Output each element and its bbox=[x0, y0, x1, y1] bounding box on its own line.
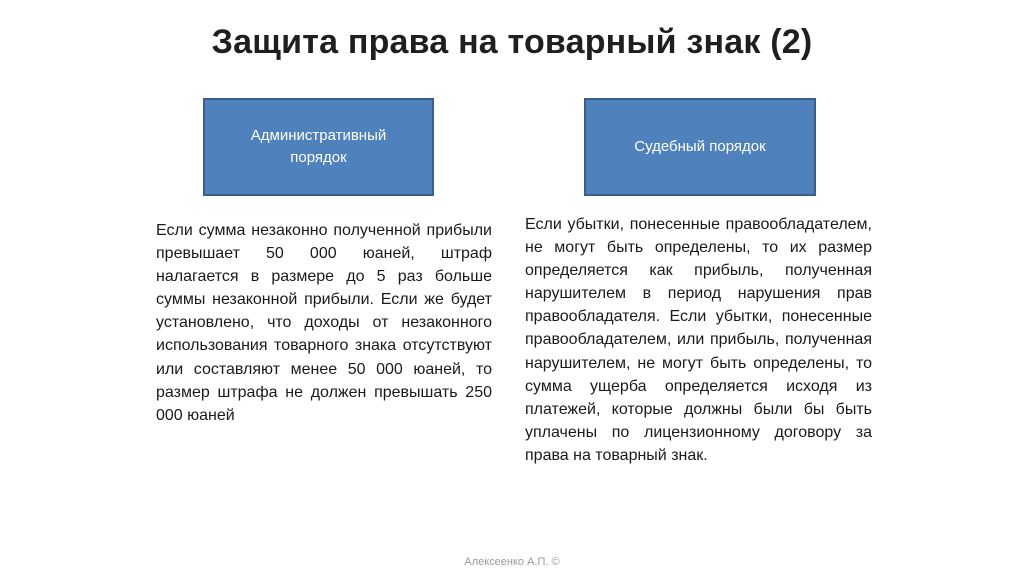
slide-title: Защита права на товарный знак (2) bbox=[211, 23, 813, 61]
judicial-procedure-label: Судебный порядок bbox=[634, 138, 766, 155]
administrative-procedure-text: Если сумма незаконно полученной прибыли превышает 50 000 юаней, штраф налагается в размере до 5 раз больше суммы незаконной прибыли. Если же будет установлено, что доходы от незаконного использования товарного знака отсутствуют или составляют менее 50 000 юаней, то размер штрафа не должен превышать 250 000 юаней bbox=[156, 222, 492, 424]
judicial-procedure-box bbox=[584, 98, 816, 196]
judicial-procedure-text: Если убытки, понесенные правообладателем, не могут быть определены, то их размер определяется как прибыль, полученная нарушителем в период нарушения прав правообладателя. Если убытки, понесенные правообладателем, или прибыль, полученная нарушителем, не могут быть определены, то сумма ущерба определяется исходя из платежей, которые должны были бы быть уплачены по лицензионному договору за права на товарный знак. bbox=[525, 216, 872, 464]
author-footer: Алексеенко А.П. © bbox=[464, 556, 560, 568]
administrative-procedure-box bbox=[203, 98, 434, 196]
administrative-procedure-label: Административный порядок bbox=[250, 127, 387, 166]
